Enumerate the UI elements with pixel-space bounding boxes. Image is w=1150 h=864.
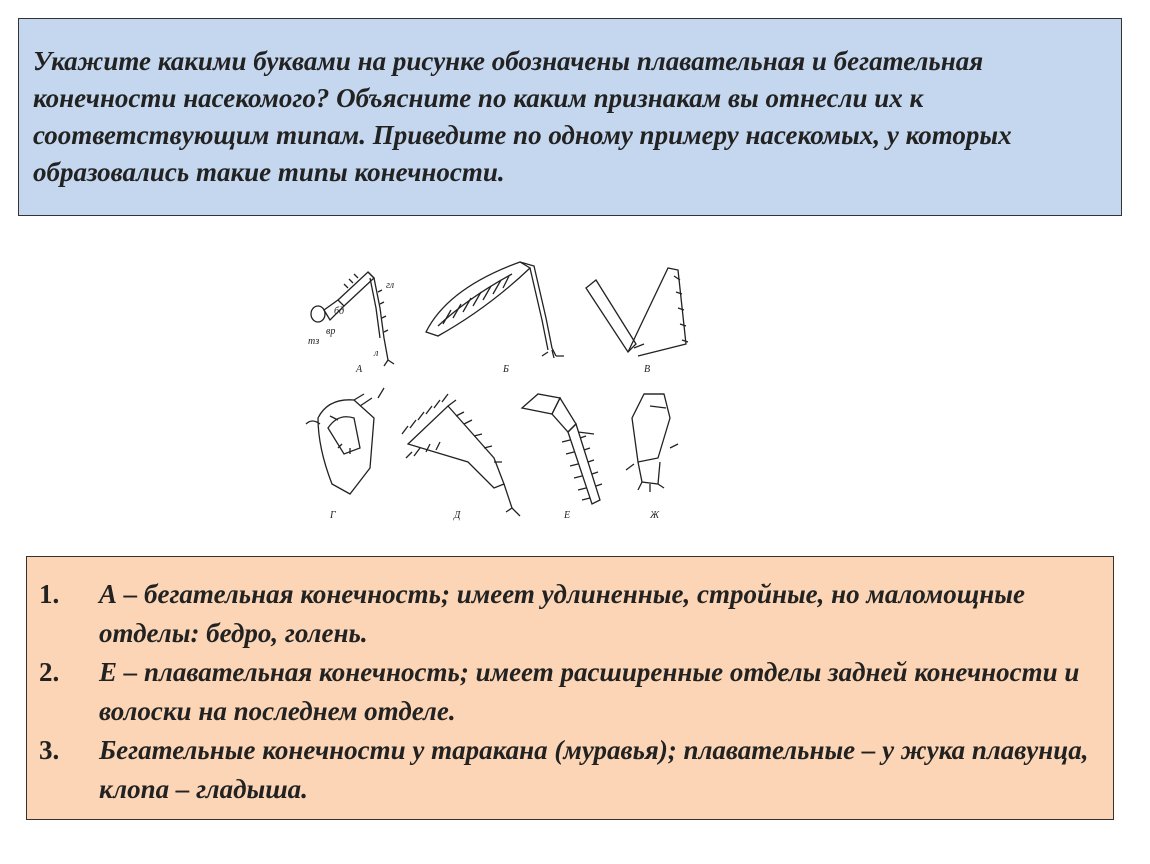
leg-a-drawing [308,272,395,366]
question-text: Укажите какими буквами на рисунке обозначены плавательная и бегательная конечности насекомого? Объясните по каким признакам вы отнесли их к соответствующим типам. Приведите по одному примеру насекомых, у которых образовались такие типы конечности. [33,46,1012,187]
leg-a-part-label: тз [308,336,320,347]
leg-b-drawing [426,262,564,375]
answer-number: 1. [39,579,60,609]
answer-text: Е – плавательная конечность; имеет расширенные отделы задней конечности и волоски на последнем отделе. [99,657,1080,726]
label-b: Б [503,364,509,375]
leg-e-drawing [522,394,602,521]
label-zh: Ж [650,510,660,521]
leg-a-part-label: бд [334,306,345,317]
leg-zh-drawing [626,394,678,521]
question-box [18,18,1122,216]
leg-a-part-label: гл [386,280,395,291]
answer-text: Бегательные конечности у таракана (муравья); плавательные – у жука плавунца, клопа – гладыша. [99,735,1089,804]
leg-g-drawing [306,388,384,521]
leg-a-part-label: вр [326,326,336,337]
label-e: Е [564,510,571,521]
answer-item [39,731,1103,809]
leg-d-drawing [402,394,520,521]
leg-a-part-label: л [374,348,379,359]
label-g: Г [330,510,336,521]
insect-legs-figure [298,248,700,528]
answer-box [26,556,1114,820]
answer-list [39,575,1103,809]
answer-text: А – бегательная конечность; имеет удлиненные, стройные, но маломощные отделы: бедро, голень. [99,579,1025,648]
label-d: Д [454,510,461,521]
label-v: В [644,364,651,375]
leg-v-drawing [586,268,688,375]
answer-item [39,575,1103,653]
label-a: А [356,364,363,375]
answer-item [39,653,1103,731]
answer-number: 2. [39,657,60,687]
answer-number: 3. [39,735,60,765]
